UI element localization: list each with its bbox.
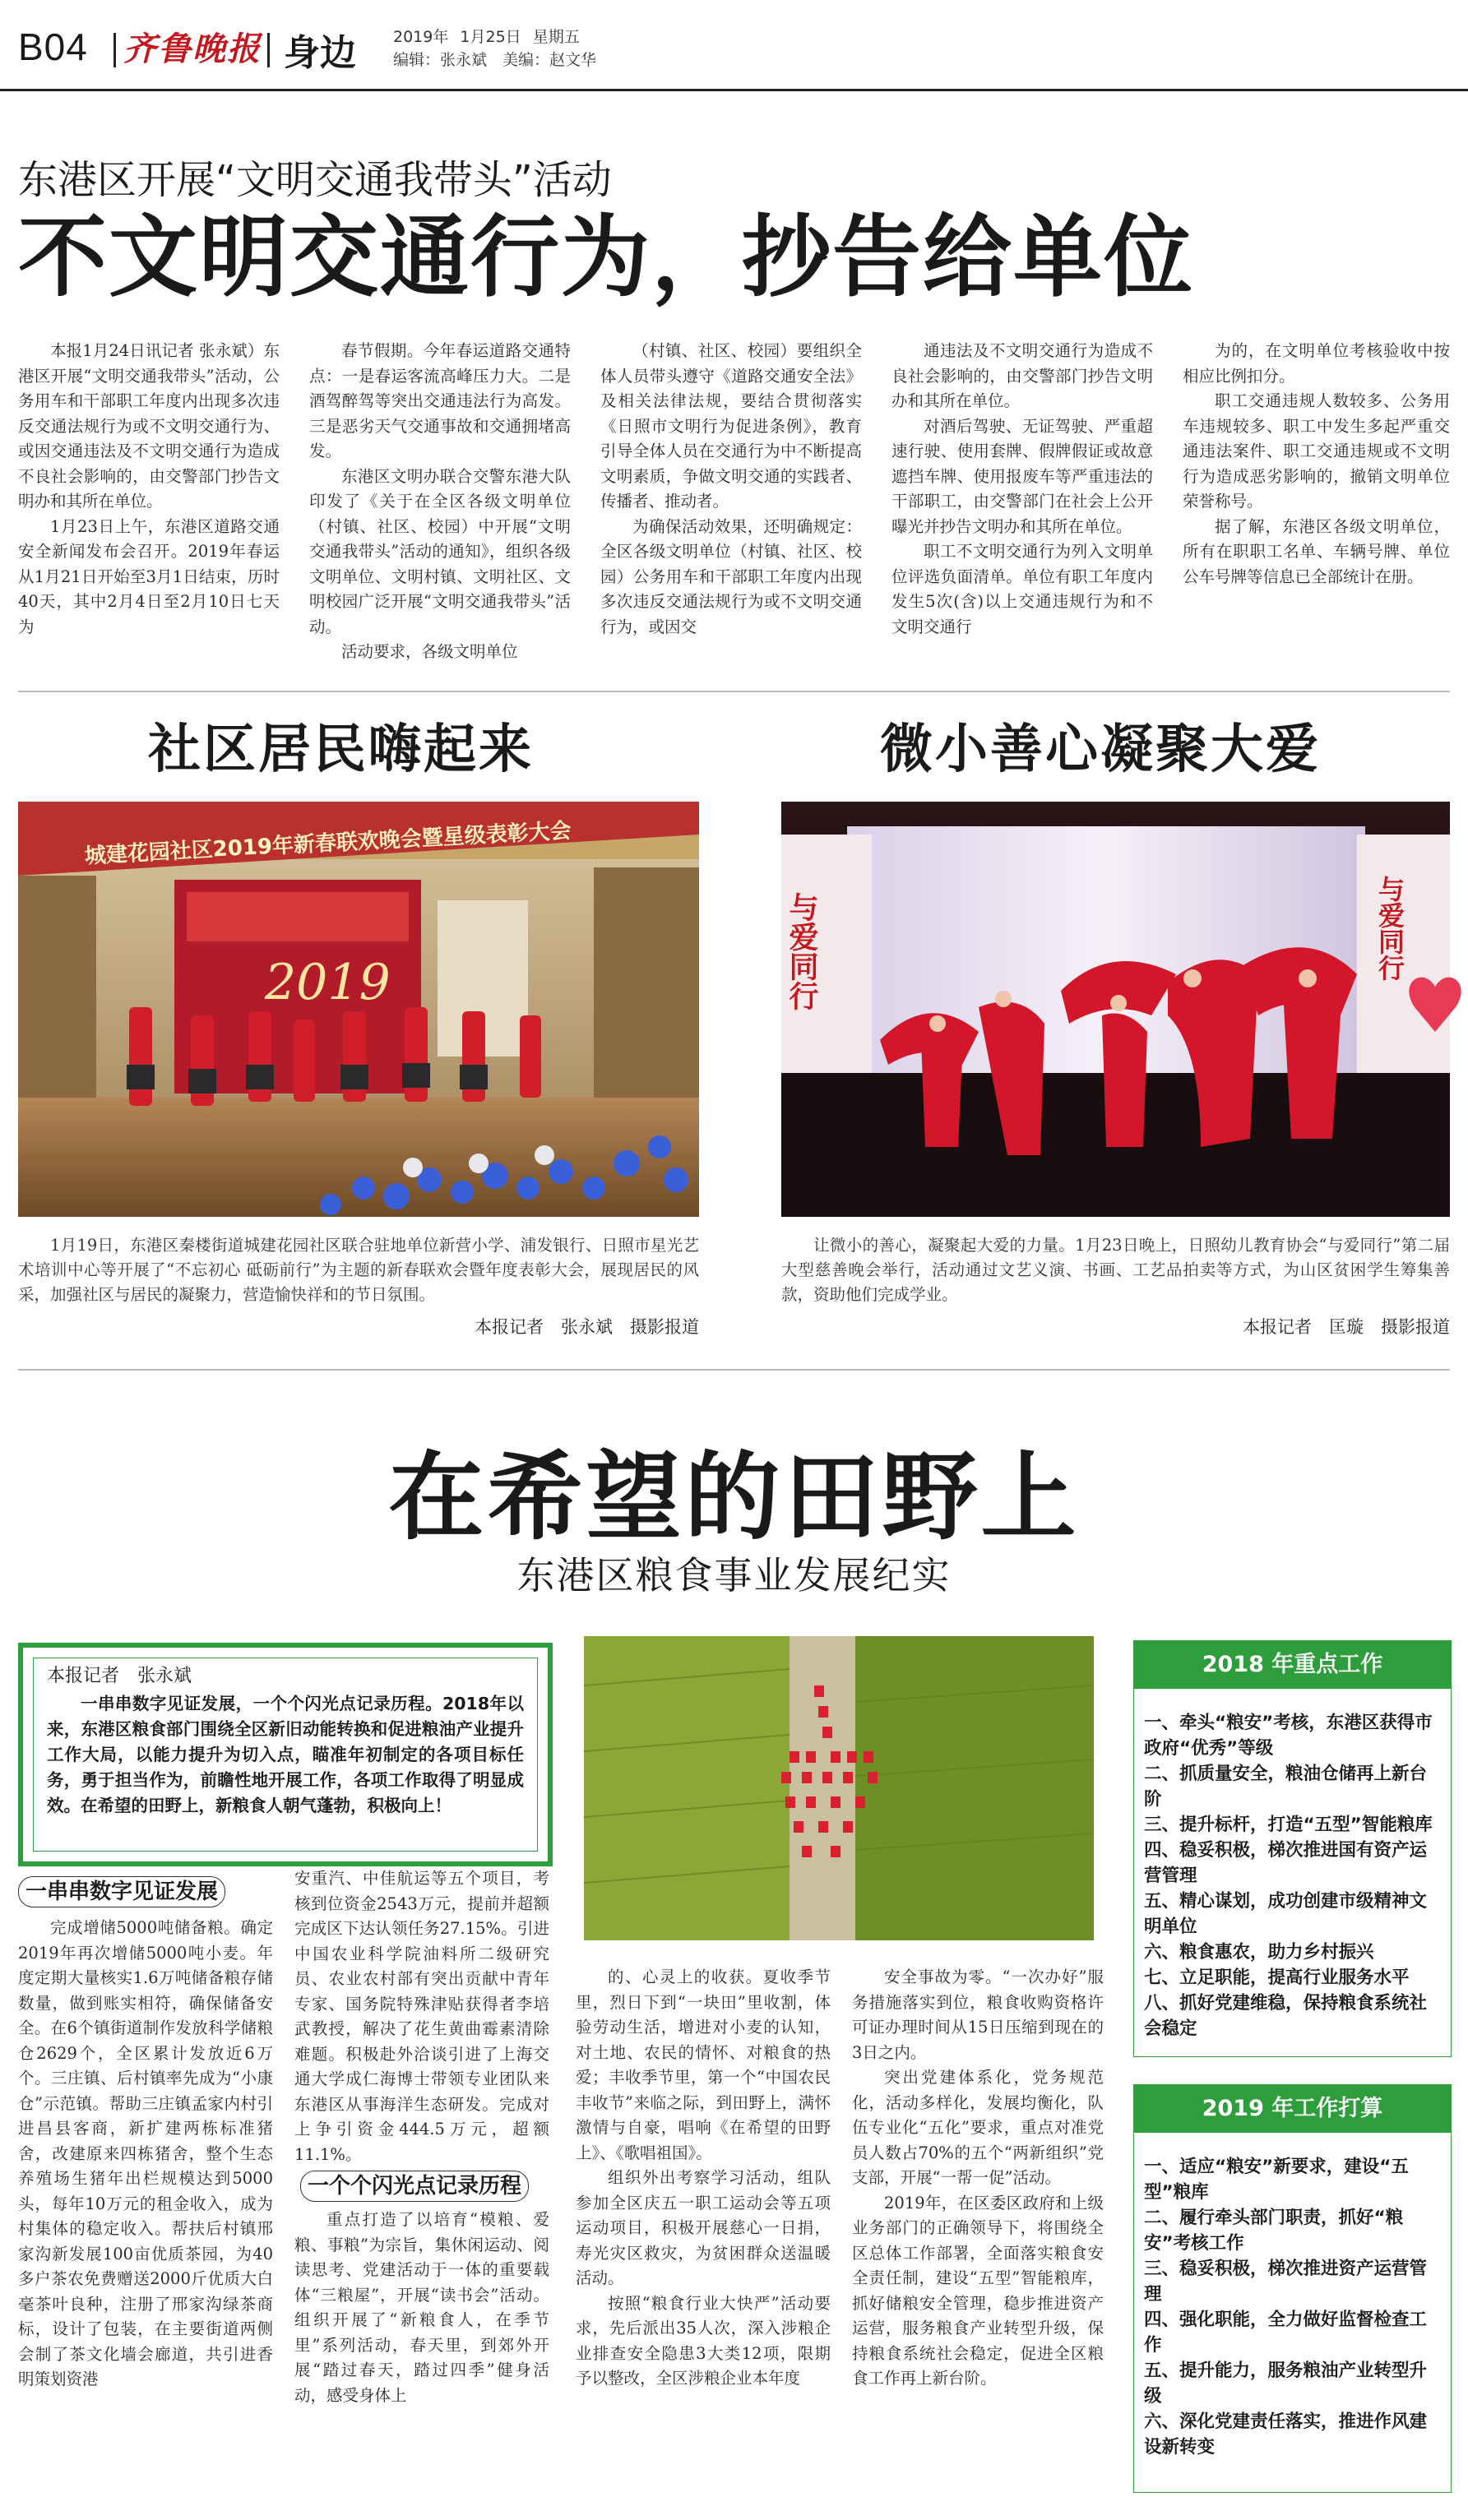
feature-column (852, 1965, 1104, 2508)
paragraph: 活动要求，各级文明单位 (341, 642, 518, 661)
section-tag: 一个个闪光点记录历程 (300, 2171, 529, 2202)
paragraph: 为确保活动效果，还明确规定：全区各级文明单位（村镇、社区、校园）公务用车和干部职工年度内出现多次违反交通法规行为或不文明交通行为，或因交 (600, 516, 862, 636)
plans-2019-box (1133, 2084, 1452, 2493)
photo-illustration (781, 802, 1450, 1217)
photo-headline: 微小善心凝聚大爱 (880, 719, 1321, 780)
screen-text: 2019 (265, 954, 391, 1011)
photo-headline: 社区居民嗨起来 (148, 719, 534, 780)
paragraph: 的、心灵上的收获。夏收季节里，烈日下到“一块田”里收割，体验劳动生活，增进对小麦的认知，对土地、农民的情怀、对粮食的热爱；丰收季节里，第一个“中国农民丰收节”来临之际，到田野上，满怀激情与自豪，唱响《在希望的田野上》、《歌唱祖国》。 (576, 1967, 831, 2162)
feature-column (576, 1965, 831, 2508)
list-item: 一、适应“粮安”新要求，建设“五型”粮库 (1144, 2157, 1409, 2203)
article-column (600, 339, 862, 668)
list-item: 五、提升能力，服务粮油产业转型升级 (1144, 2360, 1428, 2407)
section-divider (18, 1369, 1450, 1371)
list-item: 二、抓质量安全，粮油仓储再上新台阶 (1144, 1764, 1428, 1810)
charity-gala-photo (781, 802, 1450, 1217)
feature-column: 安重汽、中佳航运等五个项目，考核到位资金2543万元，提前并超额完成区下达认领任务27.15%。引进中国农业科学院油料所二级研究员、农业农村部有突出贡献中青年专家、国务院特殊津贴获得者李培武教授，解决了花生黄曲霉素清除难题。积极赴外洽谈引进了上海交通大学成仁海博士带领专业团队来东港区从事海洋生态研发。完成对上争引资金444.5万元，超额11.1%。 (294, 1869, 549, 2164)
highlights-2018-box (1133, 1640, 1452, 2057)
banner-text: 城建花园社区2019年新春联欢晚会暨星级表彰大会 (84, 818, 572, 869)
intro-box-frame (33, 1658, 538, 1852)
paragraph: 东港区文明办联合交警东港大队印发了《关于在全区各级文明单位（村镇、社区、校园）中开展“文明交通我带头”活动的通知》，组织各级文明单位、文明村镇、文明社区、文明校园广泛开展“文明交通我带头”活动。 (309, 466, 571, 636)
photo-caption: 让微小的善心，凝聚起大爱的力量。1月23日晚上，日照幼儿教育协会“与爱同行”第二届大型慈善晚会举行，活动通过文艺义演、书画、工艺品拍卖等方式，为山区贫困学生筹集善款，资助他们完成学业。 (781, 1236, 1450, 1304)
article-column (18, 339, 280, 668)
photo-illustration (18, 802, 699, 1217)
photo-credit: 本报记者 张永斌 摄影报道 (475, 1317, 699, 1337)
paragraph: 春节假期。今年春运道路交通特点：一是春运客流高峰压力大。二是酒驾醉驾等突出交通违法行为高发。三是恶劣天气交通事故和交通拥堵高发。 (309, 341, 571, 460)
article-title: 不文明交通行为，抄告给单位 (18, 206, 1195, 309)
section-tag: 一串串数字见证发展 (18, 1876, 225, 1907)
box-title: 2019 年工作打算 (1134, 2085, 1451, 2133)
section-name: 身边 (284, 32, 356, 74)
photo-caption: 1月19日，东港区秦楼街道城建花园社区联合驻地单位新营小学、浦发银行、日照市星光艺术培训中心等开展了“不忘初心 砥砺前行”为主题的新春联欢会暨年度表彰大会，展现居民的风采，加强社区与居民的凝聚力，营造愉快祥和的节日氛围。 (18, 1236, 699, 1304)
paragraph: 本报1月24日讯记者 张永斌）东港区开展“文明交通我带头”活动，公务用车和干部职工年度内出现多次违反交通法规行为或不文明交通行为、或因交通违法及不文明交通行为造成不良社会影响的，由交警部门抄告文明办和其所在单位。 (18, 341, 280, 511)
feature-column: 重点打造了以培育“模粮、爱粮、事粮”为宗旨，集休闲运动、阅读思考、党建活动于一体的重要载体“三粮屋”，开展“读书会”活动。组织开展了“新粮食人，在季节里”系列活动，春天里，到郊外开展“踏过春天，踏过四季”健身活动，感受身体上 (294, 2210, 549, 2405)
feature-subtitle: 东港区粮食事业发展纪实 (516, 1553, 952, 1598)
article-column (1183, 339, 1450, 668)
photo-credit: 本报记者 匡璇 摄影报道 (1243, 1317, 1450, 1337)
box-list (1144, 2154, 1443, 2460)
paragraph: 1月23日上午，东港区道路交通安全新闻发布会召开。2019年春运从1月21日开始至3月1日结束，历时40天，其中2月4日至2月10日七天为 (18, 516, 280, 636)
box-list (1144, 1710, 1443, 2041)
intro-box (18, 1643, 553, 1866)
section-divider (18, 691, 1450, 692)
list-item: 八、抓好党建维稳，保持粮食系统社会稳定 (1144, 1993, 1428, 2039)
feature-title: 在希望的田野上 (388, 1442, 1080, 1553)
header-divider (267, 33, 270, 67)
banner-right-text: 与爱同行 (1374, 876, 1405, 981)
intro-text: 一串串数字见证发展，一个个闪光点记录历程。2018年以来，东港区粮食部门围绕全区新旧动能转换和促进粮油产业提升工作大局，以能力提升为切入点，瞄准年初制定的各项目标任务，勇于担当作为，前瞻性地开展工作，各项工作取得了明显成效。在希望的田野上，新粮食人朝气蓬勃，积极向上！ (47, 1694, 524, 1815)
paragraph: 对酒后驾驶、无证驾驶、严重超速行驶、使用套牌、假牌假证或故意遮挡车牌、使用报废车等严重违法的干部职工，由交警部门在社会上公开曝光并抄告文明办和其所在单位。 (891, 416, 1153, 536)
list-item: 六、粮食惠农，助力乡村振兴 (1144, 1942, 1374, 1963)
list-item: 四、稳妥积极，梯次推进国有资产运营管理 (1144, 1840, 1428, 1886)
page-code: B04 (18, 25, 88, 68)
paragraph: （村镇、社区、校园）要组织全体人员带头遵守《道路交通安全法》及相关法律法规，要结合贯彻落实《日照市文明行为促进条例》，教育引导全体人员在交通行为中不断提高文明素质，争做文明交通的实践者、传播者、推动者。 (600, 341, 862, 511)
list-item: 五、精心谋划，成功创建市级精神文明单位 (1144, 1891, 1428, 1937)
paragraph: 职工不文明交通行为列入文明单位评选负面清单。单位有职工年度内发生5次(含)以上交通违规行为和不文明交通行 (891, 542, 1153, 636)
list-item: 三、提升标杆，打造“五型”智能粮库 (1144, 1815, 1433, 1835)
box-title: 2018 年重点工作 (1134, 1641, 1451, 1689)
paragraph: 安全事故为零。“一次办好”服务措施落实到位，粮食收购资格许可证办理时间从15日压缩到现在的3日之内。 (852, 1967, 1104, 2062)
article-subtitle: 东港区开展“文明交通我带头”活动 (18, 157, 612, 203)
masthead-logo: 齐鲁晚报 (123, 30, 262, 68)
feature-column: 完成增储5000吨储备粮。确定2019年再次增储5000吨小麦。年度定期大量核实1.6万吨储备粮存储数量，做到账实相符，确保储备安全。在6个镇街道制作发放科学储粮仓2629个，全区累计发放近6万个。三庄镇、后村镇率先成为“小康仓”示范镇。帮助三庄镇孟家内村引进昌县客商，新扩建两栋标准猪舍，改建原来四栋猪舍，整个生态养殖场生猪年出栏规模达到5000头，每年10万元的租金收入，成为村集体的稳定收入。帮扶后村镇邢家沟新发展100亩优质茶园，为40多户茶农免费赠送2000斤优质大白毫茶叶良种，注册了邢家沟绿茶商标，设计了包装，在主要街道两侧会制了茶文化墙会廊道，共引进香明策划资港 (18, 1918, 273, 2388)
header-divider (113, 33, 116, 67)
list-item: 二、履行牵头部门职责，抓好“粮安”考核工作 (1144, 2208, 1404, 2254)
paragraph: 2019年，在区委区政府和上级业务部门的正确领导下，将围绕全区总体工作部署，全面落实粮食安全责任制，建设“五型”智能粮库，抓好储粮安全管理，稳步推进资产运营，服务粮食产业转型升级，保持粮食系统社会稳定，促进全区粮食工作再上新台阶。 (852, 2193, 1104, 2388)
photo-illustration (584, 1636, 1094, 1940)
list-item: 七、立足职能，提高行业服务水平 (1144, 1967, 1410, 1988)
banner-left-text: 与爱同行 (785, 892, 819, 1010)
byline: 本报记者 张永斌 (47, 1666, 192, 1686)
list-item: 四、强化职能，全力做好监督检查工作 (1144, 2310, 1428, 2356)
article-column (309, 339, 571, 668)
paragraph: 通违法及不文明交通行为造成不良社会影响的，由交警部门抄告文明办和其所在单位。 (891, 341, 1153, 410)
community-gala-photo (18, 802, 699, 1217)
paragraph: 组织外出考察学习活动，组队参加全区庆五一职工运动会等五项运动项目，积极开展慈心一日捐，寿光灾区救灾，为贫困群众送温暖活动。 (576, 2168, 831, 2287)
paragraph: 突出党建体系化，党务规范化，活动多样化，发展均衡化，队伍专业化“五化”要求，重点对准党员人数占70%的五个“两新组织”党支部，开展“一帮一促”活动。 (852, 2068, 1104, 2187)
paragraph: 职工交通违规人数较多、公务用车违规较多、职工中发生多起严重交通违法案件、职工交通违规或不文明行为造成恶劣影响的，撤销文明单位荣誉称号。 (1183, 391, 1450, 511)
paragraph: 据了解，东港区各级文明单位，所有在职职工名单、车辆号牌、单位公车号牌等信息已全部统计在册。 (1183, 516, 1450, 586)
list-item: 六、深化党建责任落实，推进作风建设新转变 (1144, 2411, 1428, 2458)
editor-credits: 编辑：张永斌 美编：赵文华 (393, 51, 597, 69)
article-column (891, 339, 1153, 668)
field-aerial-photo (584, 1636, 1094, 1940)
list-item: 三、稳妥积极，梯次推进资产运营管理 (1144, 2259, 1428, 2305)
paragraph: 按照“粮食行业大快严”活动要求，先后派出35人次，深入涉粮企业排查安全隐患3大类12项，限期予以整改，全区涉粮企业本年度 (576, 2293, 831, 2388)
paragraph: 为的，在文明单位考核验收中按相应比例扣分。 (1183, 341, 1450, 386)
header-rule (0, 89, 1468, 91)
list-item: 一、牵头“粮安”考核，东港区获得市政府“优秀”等级 (1144, 1713, 1433, 1759)
issue-date: 2019年 1月25日 星期五 (393, 28, 580, 46)
